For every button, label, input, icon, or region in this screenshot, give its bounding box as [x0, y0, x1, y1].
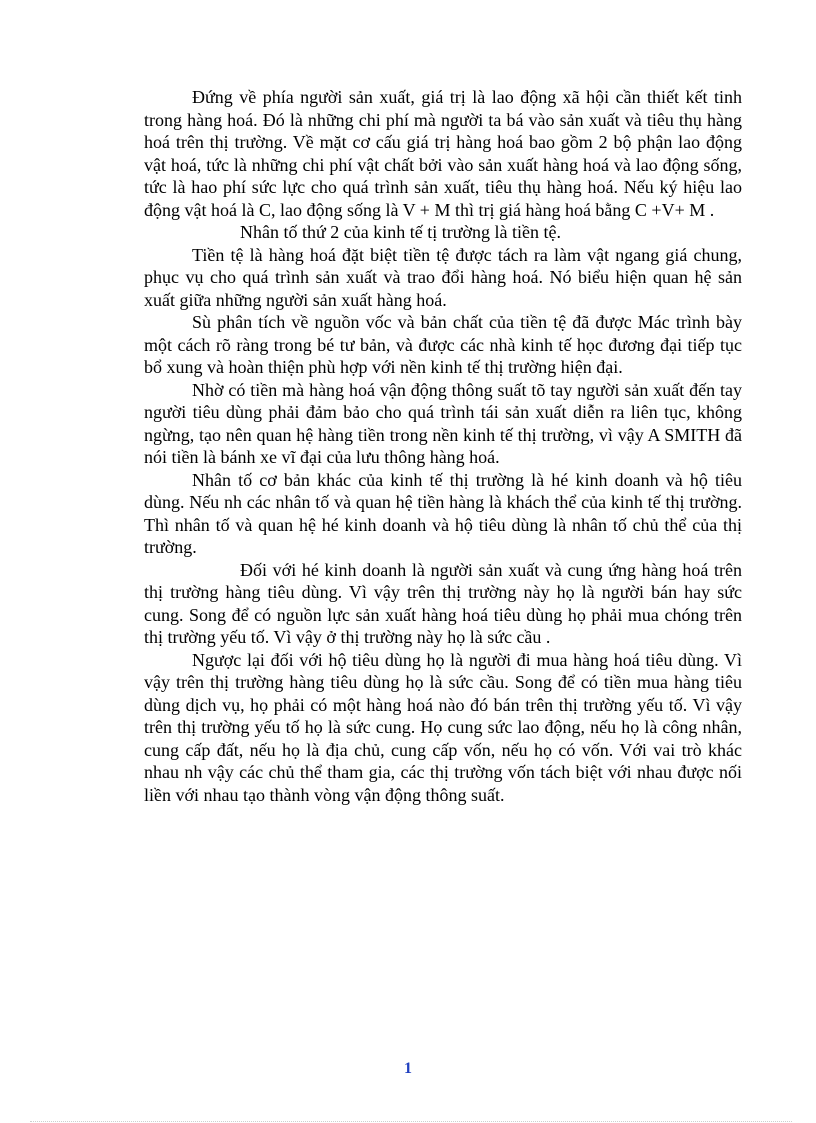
paragraph-household-role: Ngược lại đối với hộ tiêu dùng họ là người đi mua hàng hoá tiêu dùng. Vì vậy trên thị trường hàng tiêu dùng họ là sức cầu. Song để có tiền mua hàng tiêu dùng dịch vụ, họ phải có một hàng hoá nào đó bán trên thị trường yếu tố. Vì vậy trên thị trường yếu tố họ là sức cung. Họ cung sức lao động, nếu họ là công nhân, cung cấp đất, nếu họ là địa chủ, cung cấp vốn, nếu họ có vốn. Với vai trò khác nhau nh vậy các chủ thể tham gia, các thị trường vốn tách biệt với nhau được nối liền với nhau tạo thành vòng vận động thông suất. [144, 649, 742, 805]
paragraph-business-households: Nhân tố cơ bản khác của kinh tế thị trường là hé kinh doanh và hộ tiêu dùng. Nếu nh các nhân tố và quan hệ tiền hàng là khách thể của kinh tế thị trường. Thì nhân tố và quan hệ hé kinh doanh và hộ tiêu dùng là nhân tố chủ thể của thị trường. [144, 469, 742, 557]
paragraph-money-circulation: Nhờ có tiền mà hàng hoá vận động thông suất tõ tay người sản xuất đến tay người tiêu dùng phải đảm bảo cho quá trình tái sản xuất diễn ra liên tục, không ngừng, tạo nên quan hệ hàng tiền trong nền kinh tế thị trường, vì vậy A SMITH đã nói tiền là bánh xe vĩ đại của lưu thông hàng hoá. [144, 379, 742, 467]
page-number: 1 [404, 1060, 412, 1077]
paragraph-money-definition: Tiền tệ là hàng hoá đặt biệt tiền tệ được tách ra làm vật ngang giá chung, phục vụ cho quá trình sản xuất và trao đổi hàng hoá. Nó biểu hiện quan hệ sản xuất giữa những người sản xuất hàng hoá. [144, 244, 742, 310]
paragraph-money-analysis: Sù phân tích về nguồn vốc và bản chất của tiền tệ đã được Mác trình bày một cách rõ ràng trong bé tư bản, và được các nhà kinh tế học đương đại tiếp tục bổ xung và hoàn thiện phù hợp với nền kinh tế thị trường hiện đại. [144, 312, 742, 377]
paragraph-business-role: Đối với hé kinh doanh là người sản xuất và cung ứng hàng hoá trên thị trường hàng tiêu dùng. Vì vậy trên thị trường này họ là người bán hay sức cung. Song để có nguồn lực sản xuất hàng hoá tiêu dùng họ phải mua chóng trên thị trường yếu tố. Vì vậy ở thị trường này họ là sức cầu . [144, 559, 742, 647]
paragraph-second-factor-heading: Nhân tố thứ 2 của kinh tế tị trường là tiền tệ. [240, 222, 561, 242]
paragraph-value-labor: Đứng về phía người sản xuất, giá trị là lao động xã hội cần thiết kết tinh trong hàng hoá. Đó là những chi phí mà người ta bá vào sản xuất và tiêu thụ hàng hoá trên thị trường. Về mặt cơ cấu giá trị hàng hoá bao gồm 2 bộ phận lao động vật hoá, tức là những chi phí vật chất bởi vào sản xuất hàng hoá và lao động sống, tức là hao phí sức lực cho quá trình sản xuất, tiêu thụ hàng hoá. Nếu ký hiệu lao động vật hoá là C, lao động sống là V + M thì trị giá hàng hoá bằng C +V+ M . [144, 87, 742, 220]
document-body [144, 86, 742, 806]
page-bottom-divider [30, 1121, 792, 1122]
